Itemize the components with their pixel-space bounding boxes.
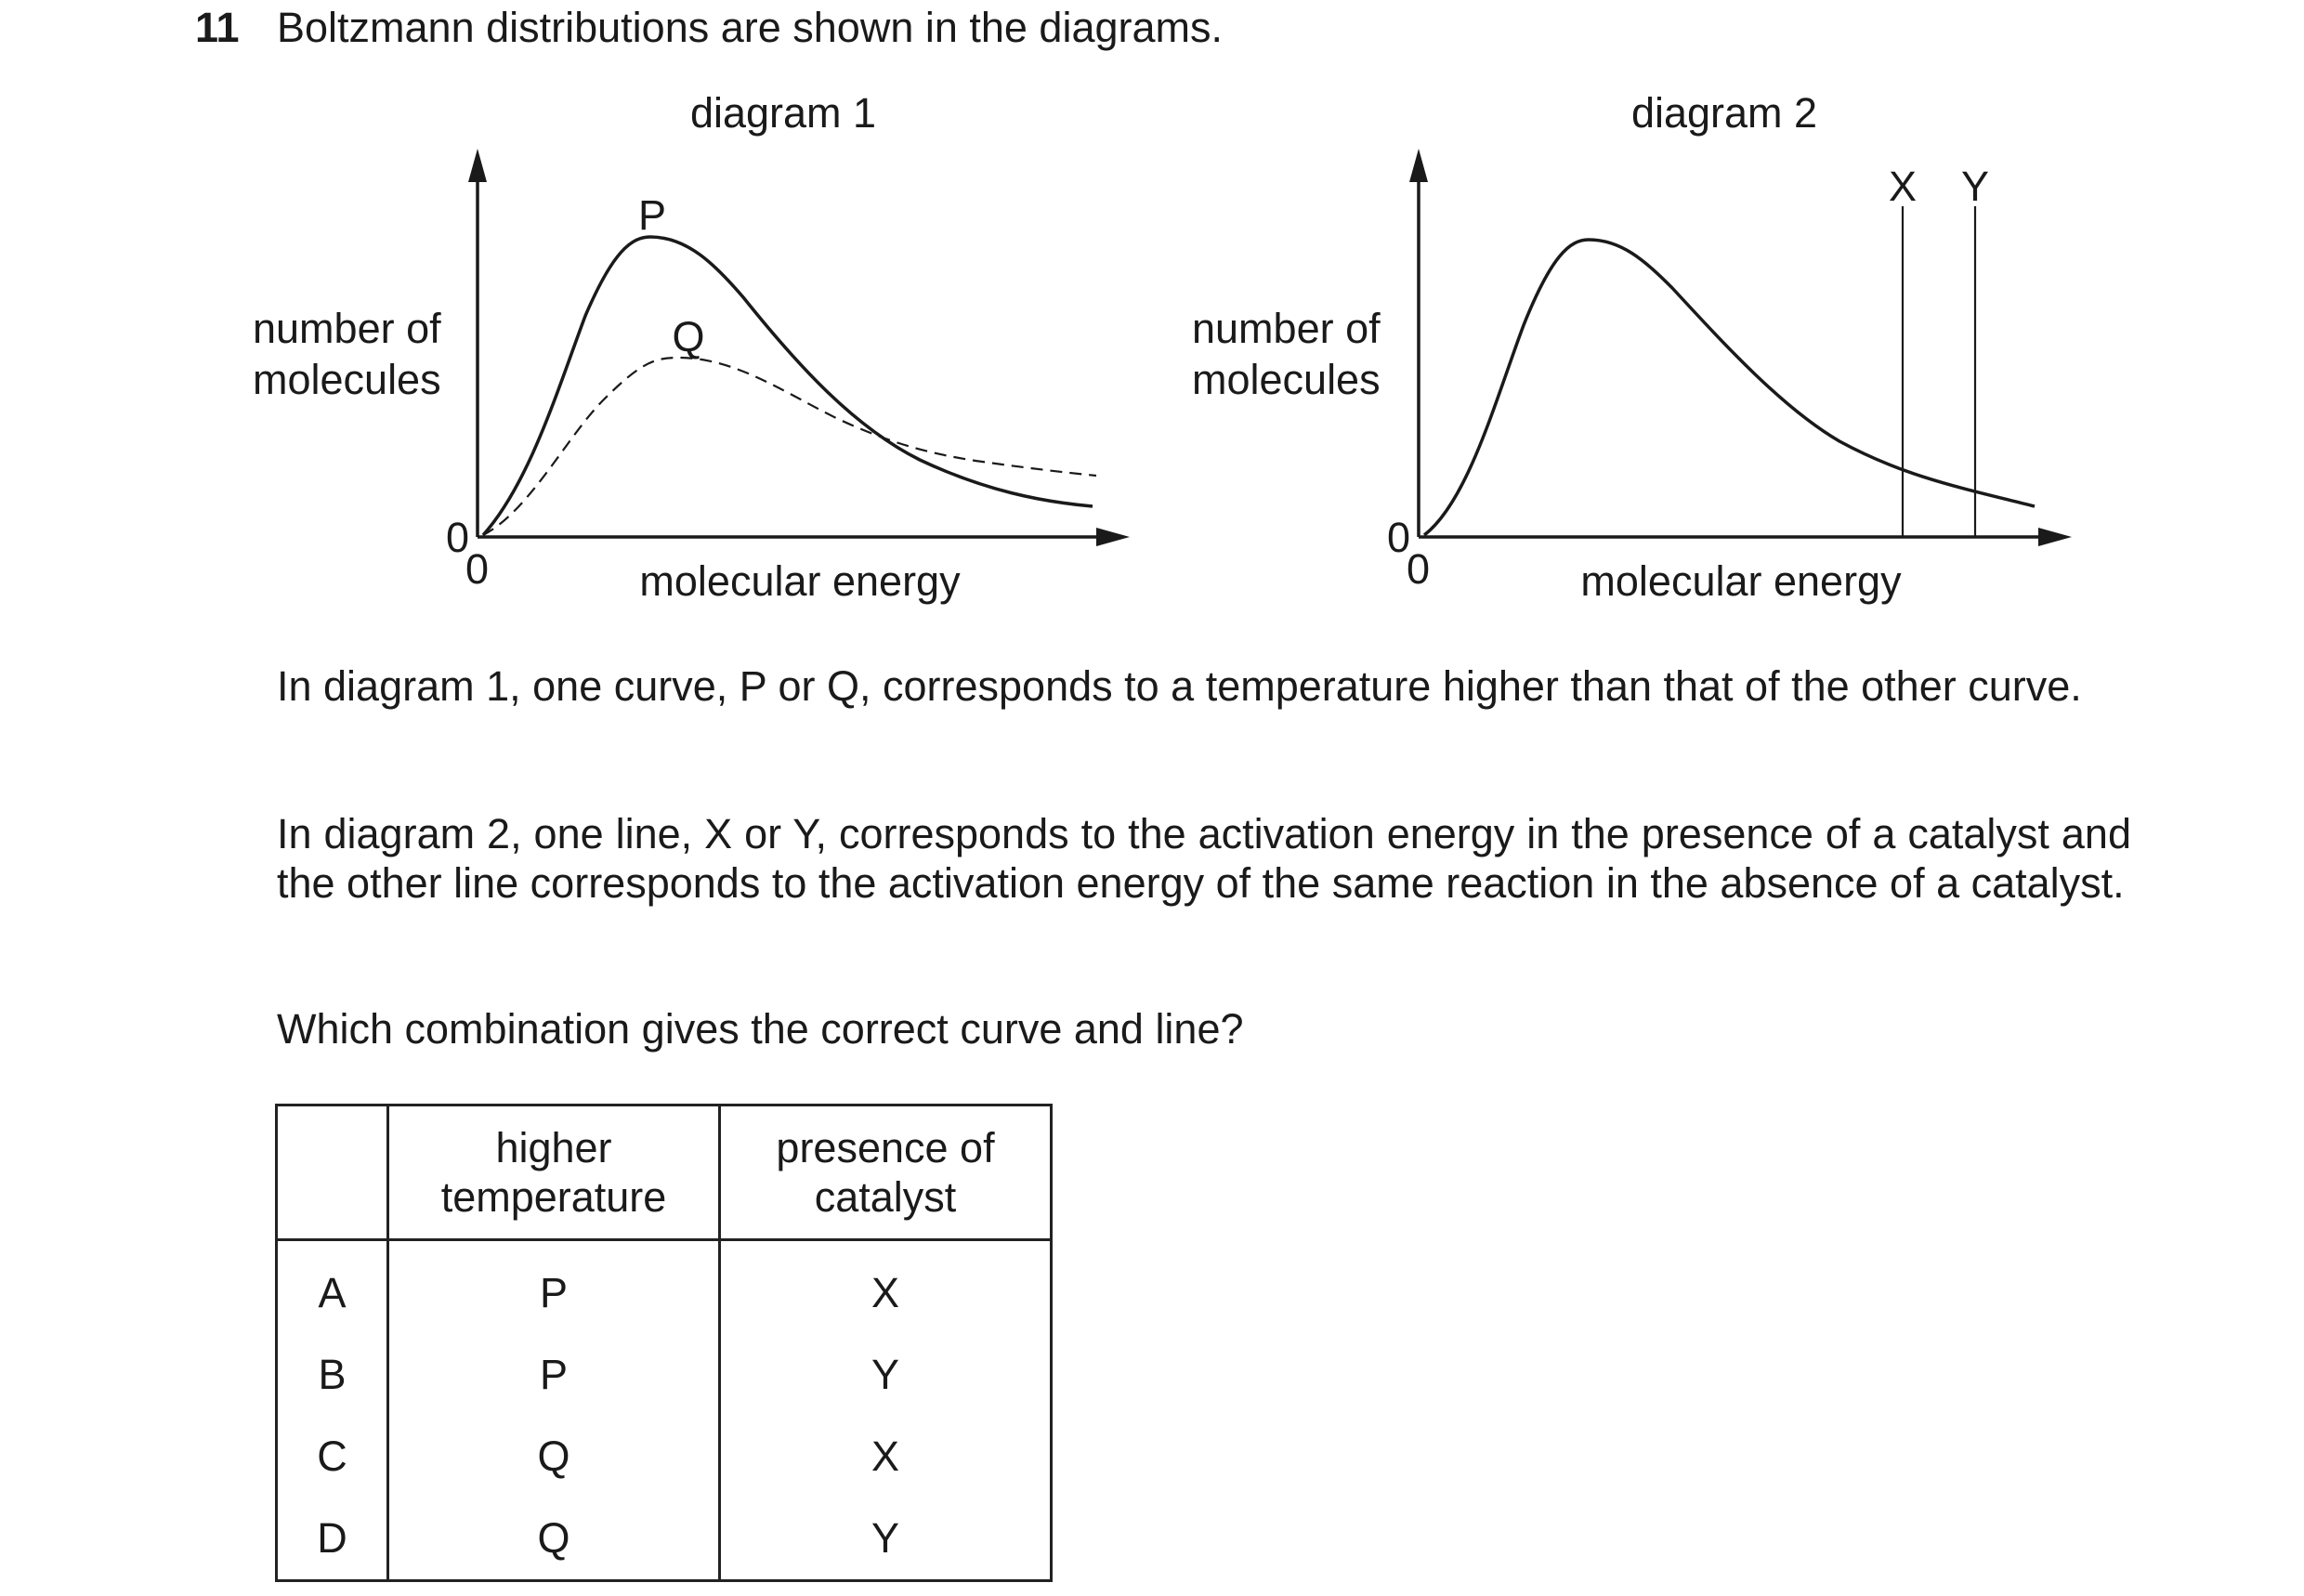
diagram-2-x-arrow: [2038, 528, 2072, 546]
diagram-1-ylabel-line2: molecules: [253, 356, 441, 403]
diagram-1-ylabel-line1: number of: [253, 305, 441, 352]
diagram-2: [1192, 89, 2072, 605]
diagram-1-y-arrow: [468, 149, 487, 182]
header-temp-line2: temperature: [440, 1173, 667, 1221]
option-catalyst: Y: [720, 1498, 1052, 1581]
option-row-c[interactable]: [277, 1416, 1052, 1498]
curve-q-label: Q: [672, 313, 705, 360]
option-letter: B: [277, 1334, 388, 1416]
question-prompt: Which combination gives the correct curve and line?: [277, 1005, 1244, 1053]
option-temperature: P: [388, 1334, 720, 1416]
option-letter: A: [277, 1240, 388, 1335]
diagram-2-curve: [1424, 240, 2035, 535]
header-cat-line2: catalyst: [814, 1173, 957, 1221]
paragraph-diagram-2: In diagram 2, one line, X or Y, corresponds to the activation energy in the presence of a catalyst and the other line corresponds to the activation energy of the same reaction in the absence of a catalyst.: [277, 810, 2131, 907]
header-cat-line1: presence of: [776, 1124, 995, 1171]
paragraph-diagram-1: In diagram 1, one curve, P or Q, corresponds to a temperature higher than that of the other curve.: [277, 662, 2082, 710]
option-letter: C: [277, 1416, 388, 1498]
diagram-2-title: diagram 2: [1630, 89, 1818, 137]
header-blank: [277, 1105, 388, 1240]
line-y-label: Y: [1960, 163, 1990, 210]
option-temperature: Q: [388, 1416, 720, 1498]
header-temp-line1: higher: [495, 1124, 612, 1171]
diagram-2-x-origin: 0: [1407, 545, 1431, 593]
diagram-2-xlabel: molecular energy: [1580, 557, 1902, 605]
answer-table: [275, 1104, 1053, 1582]
curve-p-label: P: [637, 191, 667, 239]
diagram-1-title: diagram 1: [689, 89, 877, 137]
diagram-1-x-origin: 0: [465, 545, 490, 593]
option-catalyst: X: [720, 1240, 1052, 1335]
option-catalyst: Y: [720, 1334, 1052, 1416]
option-catalyst: X: [720, 1416, 1052, 1498]
header-higher-temperature: [388, 1105, 720, 1240]
option-letter: D: [277, 1498, 388, 1581]
option-row-d[interactable]: [277, 1498, 1052, 1581]
header-presence-of-catalyst: [720, 1105, 1052, 1240]
diagram-2-ylabel-line2: molecules: [1192, 356, 1381, 403]
answer-table-header: [277, 1105, 1052, 1240]
option-temperature: P: [388, 1240, 720, 1335]
diagram-2-y-arrow: [1409, 149, 1428, 182]
question-stem: Boltzmann distributions are shown in the diagrams.: [277, 4, 1224, 51]
line-x-label: X: [1888, 163, 1918, 210]
question-number: 11: [195, 4, 240, 51]
curve-q: [483, 358, 1096, 535]
diagram-1-xlabel: molecular energy: [639, 557, 961, 605]
diagram-1-y-origin: 0: [446, 514, 470, 561]
option-row-b[interactable]: [277, 1334, 1052, 1416]
diagram-2-ylabel-line1: number of: [1192, 305, 1381, 352]
curve-p: [483, 237, 1093, 535]
option-temperature: Q: [388, 1498, 720, 1581]
diagram-1-x-arrow: [1096, 528, 1130, 546]
diagram-2-y-origin: 0: [1387, 514, 1411, 561]
option-row-a[interactable]: [277, 1240, 1052, 1335]
diagram-1: [253, 89, 1130, 605]
boltzmann-figure: [0, 0, 2304, 632]
